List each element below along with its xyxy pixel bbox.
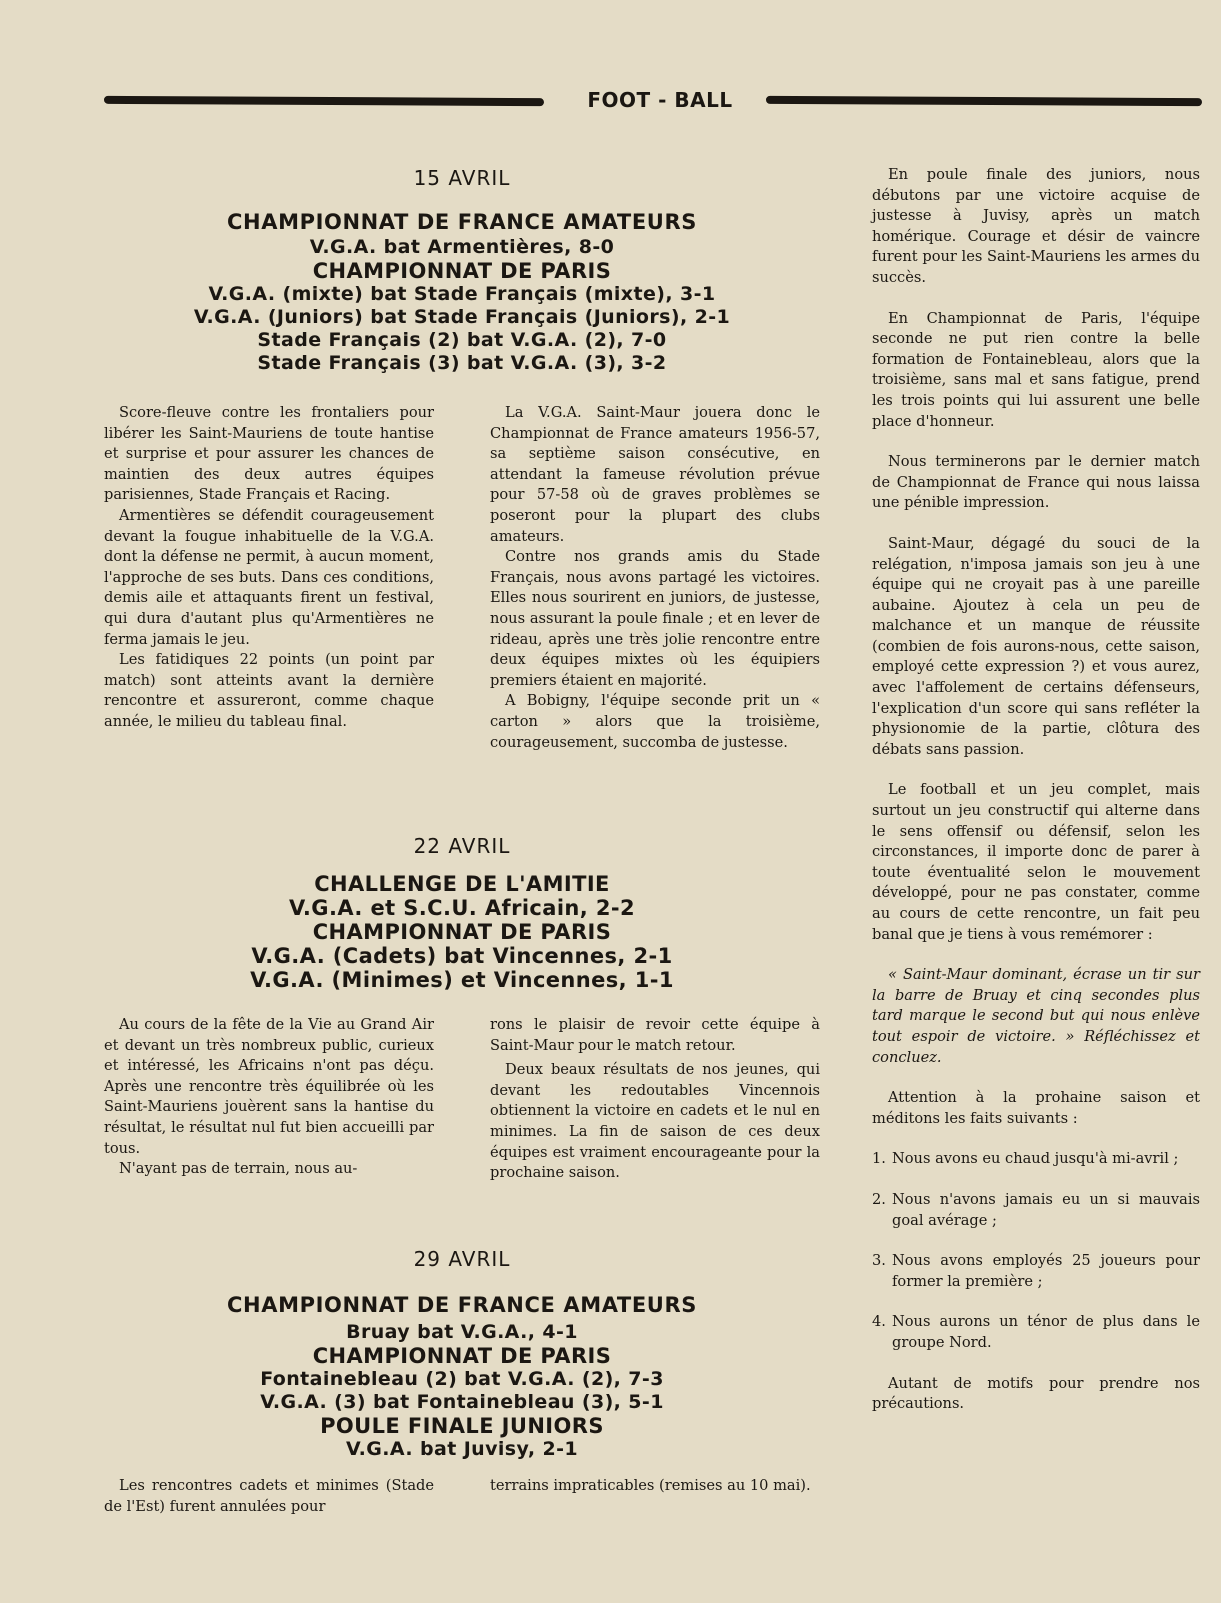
list-item [872,1190,1200,1231]
match-result: V.G.A. et S.C.U. Africain, 2-2 [288,896,636,920]
competition-title: CHAMPIONNAT DE FRANCE AMATEURS [227,210,697,234]
section-15-avril-body [104,403,820,753]
match-result: V.G.A. (Juniors) bat Stade Français (Juniors), 2-1 [193,306,731,328]
match-result: V.G.A. (Cadets) bat Vincennes, 2-1 [251,944,673,968]
list-item [872,1312,1200,1353]
section-22-avril-heading [104,834,820,992]
list-number: 1. [872,1150,886,1168]
list-text: Nous avons employés 25 joueurs pour former la première ; [892,1252,1200,1290]
paragraph: En Championnat de Paris, l'équipe seconde ne put rien contre la belle formation de Fontainebleau, alors que la troisième, sans mal et sans fatigue, prend les trois points qui lui assurent une belle place d'honneur. [872,309,1200,430]
section-15-avril-heading [104,166,820,375]
match-quote: « Saint-Maur dominant, écrase un tir sur la barre de Bruay et cinq secondes plus tard marque le second but qui nous enlève tout espoir de victoire. » Réfléchissez et concluez. [872,966,1200,1066]
paragraph: Contre nos grands amis du Stade Français, nous avons partagé les victoires. Elles nous sourirent en juniors, de justesse, nous assurant la poule finale ; et en lever de rideau, après une très jolie rencontre entre deux équipes mixtes où les équipiers premiers étaient en majorité. [490,548,820,689]
competition-title: CHAMPIONNAT DE PARIS [312,259,612,283]
paragraph: Score-fleuve contre les frontaliers pour libérer les Saint-Mauriens de toute hantise et surprise et pour assurer les chances de maintien des deux autres équipes parisiennes, Stade Français et Racing. [104,404,434,504]
match-result: V.G.A. (3) bat Fontainebleau (3), 5-1 [260,1391,664,1413]
paragraph: La V.G.A. Saint-Maur jouera donc le Championnat de France amateurs 1956-57, sa septième saison consécutive, en attendant la fameuse révolution prévue pour 57-58 où de graves problèmes se poseront pour la plupart des clubs amateurs. [490,404,820,545]
list-text: Nous aurons un ténor de plus dans le groupe Nord. [892,1313,1200,1351]
competition-title: CHAMPIONNAT DE PARIS [312,1344,612,1368]
match-result: Stade Français (2) bat V.G.A. (2), 7-0 [257,329,667,351]
section-date: 15 AVRIL [413,166,511,190]
article-column-left [104,1476,434,1517]
list-text: Nous avons eu chaud jusqu'à mi-avril ; [892,1150,1179,1168]
article-column-right [490,1476,820,1517]
list-number: 2. [872,1190,886,1208]
article-column-right [490,403,820,753]
paragraph: Saint-Maur, dégagé du souci de la relégation, n'imposa jamais son jeu à une équipe qui ne croyait pas à une pareille aubaine. Ajoutez à cela un peu de malchance et un manque de réussite (combien de fois aurons-nous, cette saison, employé cette expression ?) et vous aurez, avec l'affolement de certains défenseurs, l'explication d'un score qui sans refléter la physionomie de la partie, clôtura des débats sans passion. [872,534,1200,758]
section-header-title: FOOT - BALL [587,88,733,112]
paragraph: Les fatidiques 22 points (un point par match) sont atteints avant la dernière rencontre et assureront, comme chaque année, le milieu du tableau final. [104,651,434,730]
list-intro: Attention à la prohaine saison et méditons les faits suivants : [872,1089,1200,1127]
match-result: V.G.A. bat Armentières, 8-0 [309,236,615,258]
section-date: 22 AVRIL [413,834,511,858]
numbered-list [872,1149,1200,1353]
results-headlines [104,1291,820,1461]
paragraph: En poule finale des juniors, nous débutons par une victoire acquise de justesse à Juvisy, après un match homérique. Courage et désir de vaincre furent pour les Saint-Mauriens les armes du succès. [872,166,1200,286]
list-number: 4. [872,1313,886,1331]
competition-title: CHAMPIONNAT DE PARIS [312,920,612,944]
section-22-avril-body [104,1015,820,1184]
results-headlines [104,208,820,375]
paragraph: rons le plaisir de revoir cette équipe à Saint-Maur pour le match retour. [490,1016,820,1054]
section-29-avril-heading [104,1247,820,1461]
competition-title: CHAMPIONNAT DE FRANCE AMATEURS [227,1293,697,1317]
paragraph: Le football et un jeu complet, mais surtout un jeu constructif qui alterne dans le sens offensif ou défensif, selon les circonstances, il importe donc de parer à toute éventualité selon le mouvement développé, pour ne pas constater, comme au cours de cette rencontre, un fait peu banal que je tiens à vous remémorer : [872,781,1200,943]
list-text: Nous n'avons jamais eu un si mauvais goal avérage ; [892,1190,1200,1229]
article-column-left [104,403,434,753]
closing-paragraph: Autant de motifs pour prendre nos précautions. [872,1374,1200,1413]
competition-title: CHALLENGE DE L'AMITIE [314,872,610,896]
list-number: 3. [872,1252,886,1270]
paragraph: Armentières se défendit courageusement devant la fougue inhabituelle de la V.G.A. dont la défense ne permit, à aucun moment, l'approche de ses buts. Dans ces conditions, demis aile et attaquants firent un festival, qui dura d'autant plus qu'Armentières ne ferma jamais le jeu. [104,506,434,648]
list-item [872,1251,1200,1292]
match-result: Bruay bat V.G.A., 4-1 [346,1321,578,1343]
results-headlines [104,872,820,992]
paragraph: Les rencontres cadets et minimes (Stade de l'Est) furent annulées pour [104,1477,434,1515]
paragraph: N'ayant pas de terrain, nous au- [119,1160,358,1178]
paragraph: Au cours de la fête de la Vie au Grand Air et devant un très nombreux public, curieux et intéressé, les Africains n'ont pas déçu. Après une rencontre très équilibrée où les Saint-Mauriens jouèrent sans la hantise du résultat, le résultat nul fut bien accueilli par tous. [104,1016,434,1157]
paragraph: terrains impraticables (remises au 10 mai). [490,1477,811,1494]
paragraph: A Bobigny, l'équipe seconde prit un « carton » alors que la troisième, courageusement, succomba de justesse. [490,692,820,751]
list-item [872,1149,1200,1170]
header-rule-right [766,96,1202,106]
section-29-avril-body [104,1476,820,1517]
match-result: Stade Français (3) bat V.G.A. (3), 3-2 [257,352,667,374]
header-rule-left [104,96,544,106]
section-date: 29 AVRIL [413,1247,511,1271]
match-result: Fontainebleau (2) bat V.G.A. (2), 7-3 [260,1368,664,1390]
paragraph: Deux beaux résultats de nos jeunes, qui devant les redoutables Vincennois obtiennent la victoire en cadets et le nul en minimes. La fin de saison de ces deux équipes est vraiment encourageante pour la prochaine saison. [490,1061,820,1182]
match-result: V.G.A. bat Juvisy, 2-1 [346,1438,578,1460]
match-result: V.G.A. (mixte) bat Stade Français (mixte), 3-1 [208,283,716,305]
article-column-left [104,1015,434,1184]
right-article-column [872,165,1200,1435]
match-result: V.G.A. (Minimes) et Vincennes, 1-1 [250,968,674,992]
paragraph: Nous terminerons par le dernier match de Championnat de France qui nous laissa une pénible impression. [872,453,1200,512]
competition-title: POULE FINALE JUNIORS [320,1414,604,1438]
article-column-right [490,1015,820,1184]
